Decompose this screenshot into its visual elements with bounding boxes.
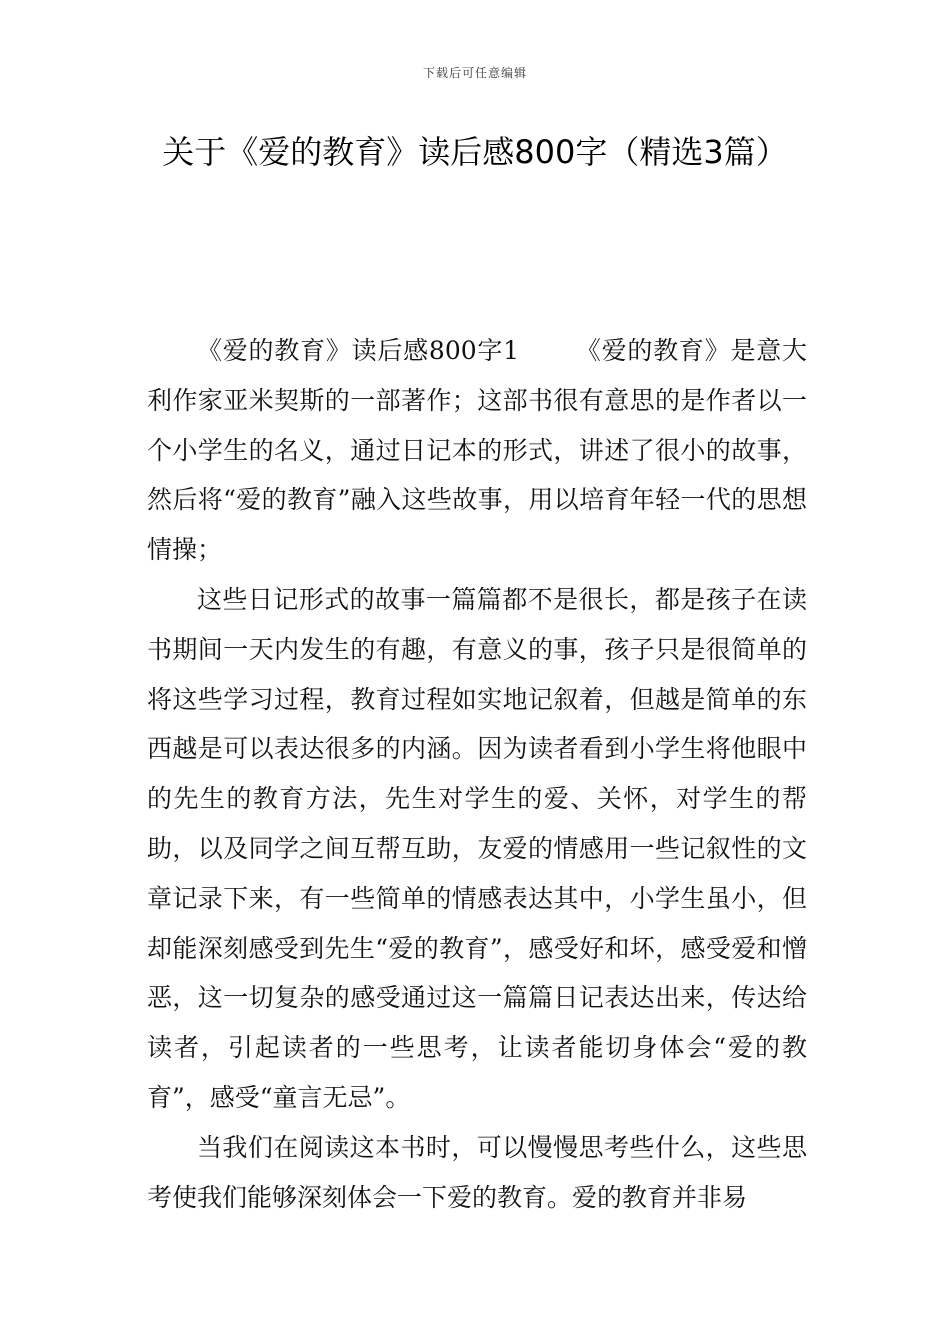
paragraph: 这些日记形式的故事一篇篇都不是很长，都是孩子在读书期间一天内发生的有趣，有意义的事，孩子只是很简单的将这些学习过程，教育过程如实地记叙着，但越是简单的东西越是可以表达很多的内涵。因为读者看到小学生将他眼中的先生的教育方法，先生对学生的爱、关怀，对学生的帮助，以及同学之间互帮互助，友爱的情感用一些记叙性的文章记录下来，有一些简单的情感表达其中，小学生虽小，但却能深刻感受到先生“爱的教育”，感受好和坏，感受爱和憎恶，这一切复杂的感受通过这一篇篇日记表达出来，传达给读者，引起读者的一些思考，让读者能切身体会“爱的教育”，感受“童言无忌”。: [147, 584, 807, 1112]
download-note: 下载后可任意编辑: [422, 66, 527, 80]
paragraph: [147, 326, 807, 575]
section-heading: 《爱的教育》读后感800字1: [197, 336, 520, 365]
paragraph: 当我们在阅读这本书时，可以慢慢思考些什么，这些思考使我们能够深刻体会一下爱的教育。爱的教育并非易: [147, 1132, 807, 1212]
document-title: 关于《爱的教育》读后感800字（精选3篇）: [162, 133, 788, 171]
paragraph-text: 《爱的教育》是意大利作家亚米契斯的一部著作；这部书很有意思的是作者以一个小学生的名义，通过日记本的形式，讲述了很小的故事，然后将“爱的教育”融入这些故事，用以培育年轻一代的思想情操；: [147, 336, 807, 565]
document-body: [147, 326, 807, 1222]
